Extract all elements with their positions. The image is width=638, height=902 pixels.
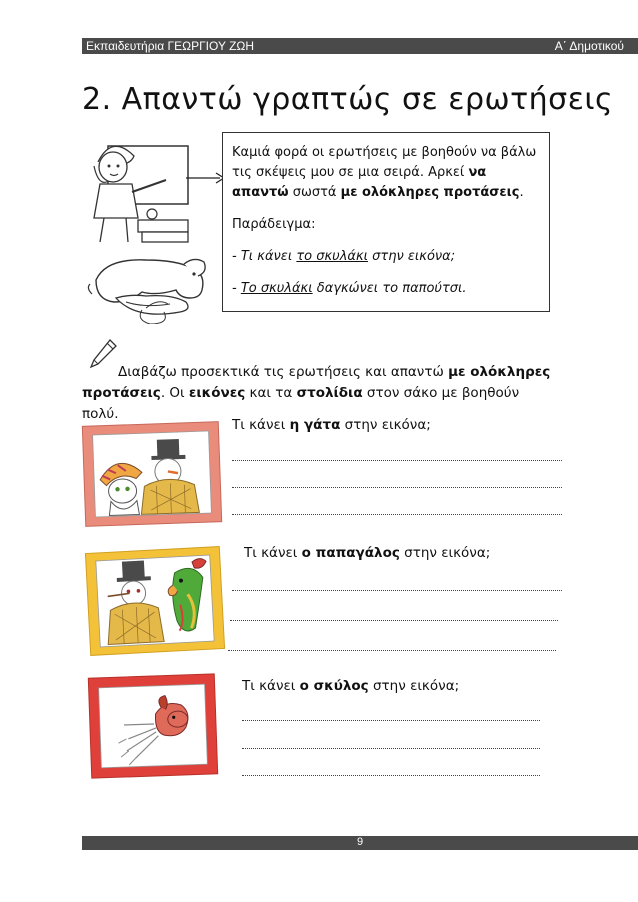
- parrot-snowman-picture: [84, 546, 226, 656]
- page-title: 2. Απαντώ γραπτώς σε ερωτήσεις: [82, 82, 614, 117]
- answer-line-2-2[interactable]: [230, 620, 558, 621]
- question-1: Τι κάνει η γάτα στην εικόνα;: [232, 417, 431, 433]
- answer-line-1-1[interactable]: [232, 460, 562, 461]
- question-2: Τι κάνει ο παπαγάλος στην εικόνα;: [244, 545, 491, 561]
- info-line-1: Καμιά φορά οι ερωτήσεις με βοηθούν να βάλω: [232, 145, 537, 160]
- answer-line-3-2[interactable]: [242, 748, 540, 749]
- dog-picture: [86, 672, 220, 780]
- answer-line-1-2[interactable]: [232, 487, 562, 488]
- header-grade: Α΄ Δημοτικού: [554, 39, 624, 53]
- cat-snowman-picture: [80, 420, 224, 528]
- answer-line-3-3[interactable]: [242, 775, 540, 776]
- answer-line-3-1[interactable]: [242, 720, 540, 721]
- example-answer: - Το σκυλάκι δαγκώνει το παπούτσι.: [232, 281, 467, 296]
- dog-illustration: [86, 250, 216, 324]
- info-box: [222, 132, 550, 312]
- question-3: Τι κάνει ο σκύλος στην εικόνα;: [242, 678, 460, 694]
- page-number: 9: [356, 836, 364, 848]
- teacher-illustration: [82, 132, 192, 244]
- info-line-3: απαντώ σωστά με ολόκληρες προτάσεις.: [232, 185, 524, 200]
- arrow-icon: [186, 172, 226, 184]
- header-school: Εκπαιδευτήρια ΓΕΩΡΓΙΟΥ ΖΩΗ: [86, 39, 255, 53]
- example-question: - Τι κάνει το σκυλάκι στην εικόνα;: [232, 249, 456, 264]
- info-line-2: τις σκέψεις μου σε μια σειρά. Αρκεί να: [232, 165, 487, 180]
- answer-line-1-3[interactable]: [232, 514, 562, 515]
- answer-line-2-1[interactable]: [232, 590, 562, 591]
- header-bar: [82, 38, 638, 54]
- example-label: Παράδειγμα:: [232, 217, 316, 232]
- answer-line-2-3[interactable]: [228, 650, 556, 651]
- instruction-text: Διαβάζω προσεκτικά τις ερωτήσεις και απαντώ με ολόκληρες προτάσεις. Οι εικόνες και τα στολίδια στον σάκο με βοηθούν πολύ.: [82, 364, 551, 422]
- footer-bar: [82, 836, 638, 850]
